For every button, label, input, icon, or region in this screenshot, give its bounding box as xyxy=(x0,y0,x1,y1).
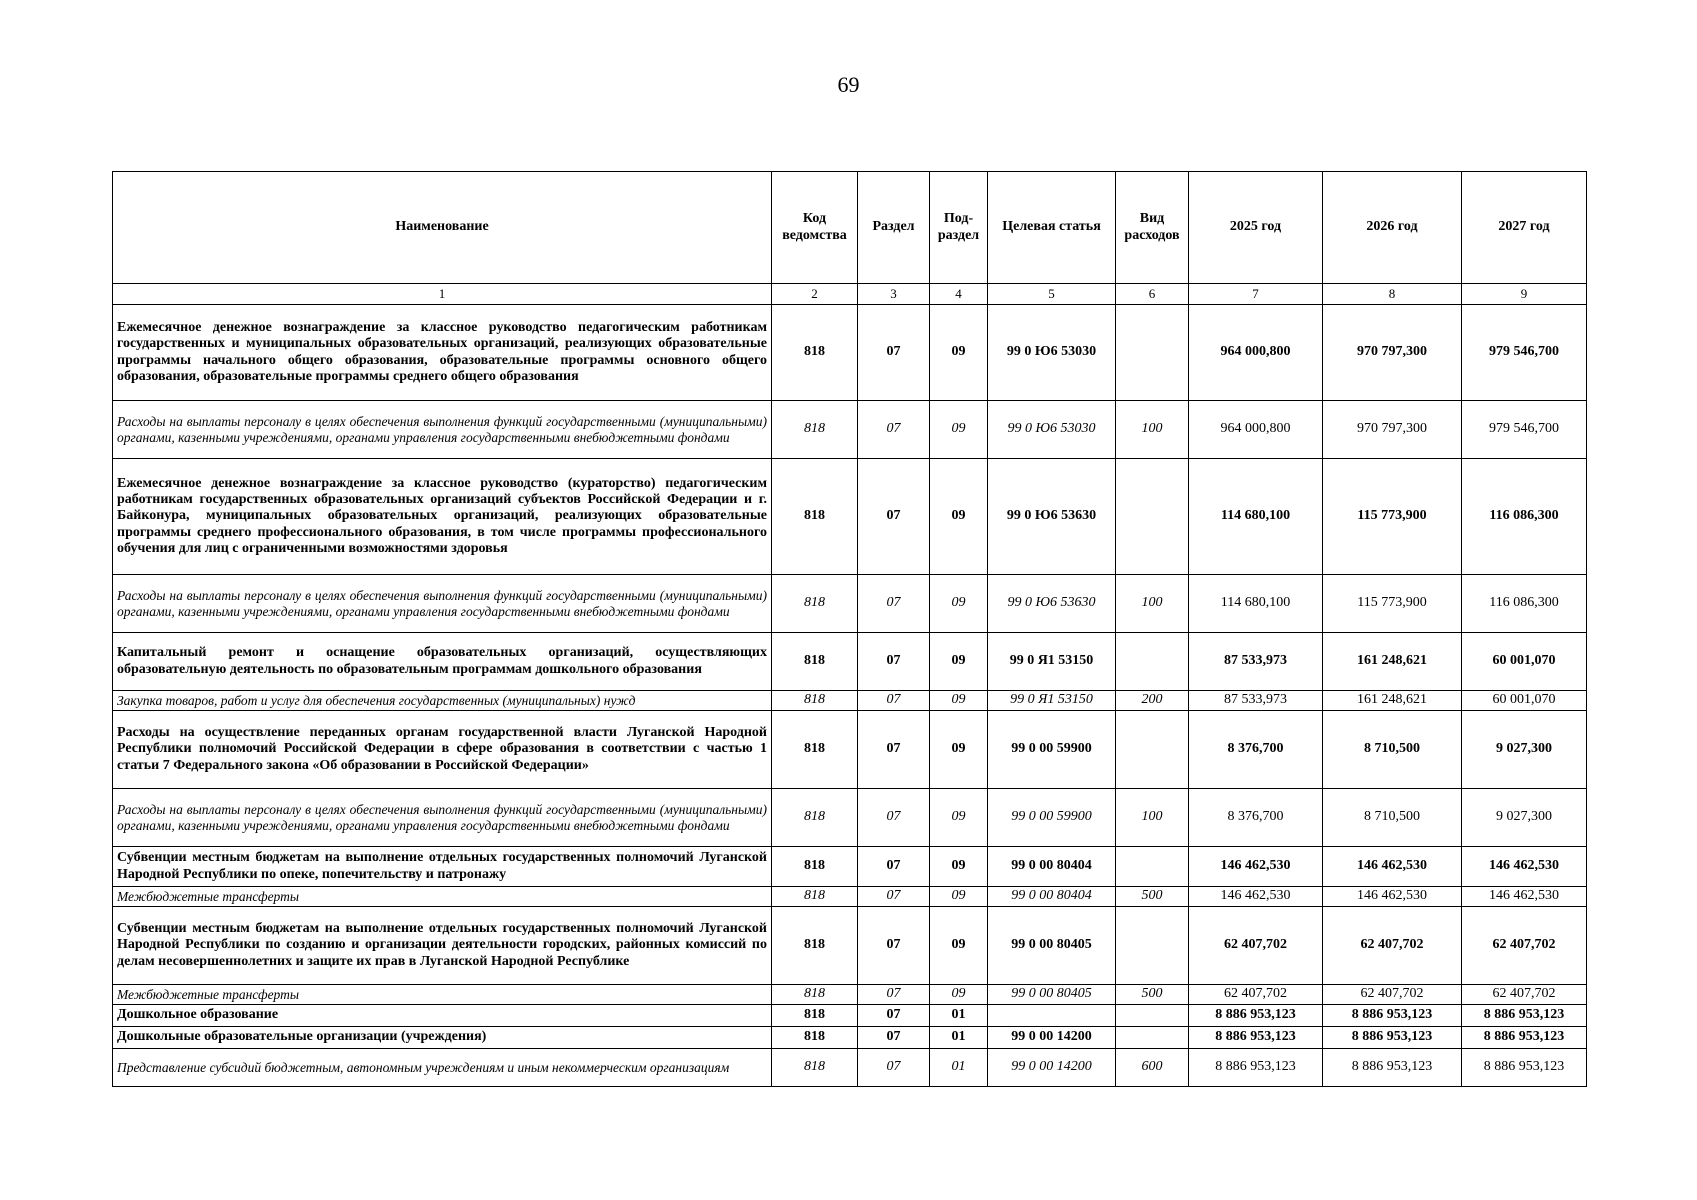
row-2027: 979 546,700 xyxy=(1462,401,1587,459)
table-row xyxy=(113,711,1587,789)
table-row xyxy=(113,1027,1587,1049)
table-row xyxy=(113,401,1587,459)
table-body xyxy=(113,305,1587,1087)
row-name: Расходы на осуществление переданных органам государственной власти Луганской Народной Республики полномочий Российской Федерации в сфере образования в соответствии с частью 1 статьи 7 Федерального закона «Об образовании в Российской Федерации» xyxy=(113,711,772,789)
row-2025: 87 533,973 xyxy=(1189,691,1323,711)
row-2025: 964 000,800 xyxy=(1189,305,1323,401)
row-2025: 62 407,702 xyxy=(1189,985,1323,1005)
row-vid: 500 xyxy=(1116,887,1189,907)
row-ved: 818 xyxy=(772,1049,858,1087)
row-razdel: 07 xyxy=(858,711,930,789)
row-stat: 99 0 00 59900 xyxy=(988,789,1116,847)
row-podrazdel: 09 xyxy=(930,305,988,401)
row-podrazdel: 09 xyxy=(930,847,988,887)
row-2025: 87 533,973 xyxy=(1189,633,1323,691)
row-2027: 8 886 953,123 xyxy=(1462,1027,1587,1049)
row-name: Капитальный ремонт и оснащение образовательных организаций, осуществляющих образовательную деятельность по образовательным программам дошкольного образования xyxy=(113,633,772,691)
column-number: 1 xyxy=(113,284,772,305)
row-ved: 818 xyxy=(772,459,858,575)
header-razdel: Раздел xyxy=(858,172,930,284)
table-row xyxy=(113,633,1587,691)
row-stat: 99 0 Ю6 53030 xyxy=(988,305,1116,401)
row-razdel: 07 xyxy=(858,887,930,907)
row-podrazdel: 09 xyxy=(930,907,988,985)
row-razdel: 07 xyxy=(858,985,930,1005)
header-2027: 2027 год xyxy=(1462,172,1587,284)
row-2027: 116 086,300 xyxy=(1462,575,1587,633)
row-2026: 970 797,300 xyxy=(1323,401,1462,459)
row-stat: 99 0 Я1 53150 xyxy=(988,691,1116,711)
row-vid: 500 xyxy=(1116,985,1189,1005)
row-razdel: 07 xyxy=(858,1027,930,1049)
row-name: Межбюджетные трансферты xyxy=(113,887,772,907)
row-2025: 8 886 953,123 xyxy=(1189,1027,1323,1049)
row-2026: 115 773,900 xyxy=(1323,459,1462,575)
row-vid: 100 xyxy=(1116,789,1189,847)
header-2025: 2025 год xyxy=(1189,172,1323,284)
header-vid: Вид расходов xyxy=(1116,172,1189,284)
row-ved: 818 xyxy=(772,1027,858,1049)
row-vid: 600 xyxy=(1116,1049,1189,1087)
column-number: 5 xyxy=(988,284,1116,305)
row-2025: 114 680,100 xyxy=(1189,575,1323,633)
row-ved: 818 xyxy=(772,789,858,847)
row-2026: 970 797,300 xyxy=(1323,305,1462,401)
row-podrazdel: 09 xyxy=(930,789,988,847)
row-stat xyxy=(988,1005,1116,1027)
table-row xyxy=(113,1005,1587,1027)
row-razdel: 07 xyxy=(858,907,930,985)
row-stat: 99 0 00 14200 xyxy=(988,1049,1116,1087)
row-name: Закупка товаров, работ и услуг для обеспечения государственных (муниципальных) нужд xyxy=(113,691,772,711)
header-row xyxy=(113,172,1587,284)
row-2026: 8 710,500 xyxy=(1323,711,1462,789)
row-2026: 62 407,702 xyxy=(1323,907,1462,985)
row-2026: 8 886 953,123 xyxy=(1323,1027,1462,1049)
row-2025: 8 376,700 xyxy=(1189,711,1323,789)
row-podrazdel: 09 xyxy=(930,575,988,633)
row-stat: 99 0 Ю6 53630 xyxy=(988,459,1116,575)
column-number: 9 xyxy=(1462,284,1587,305)
row-name: Расходы на выплаты персоналу в целях обеспечения выполнения функций государственными (муниципальными) органами, казенными учреждениями, органами управления государственными внебюджетными фондами xyxy=(113,575,772,633)
row-ved: 818 xyxy=(772,633,858,691)
row-name: Ежемесячное денежное вознаграждение за классное руководство (кураторство) педагогическим работникам государственных образовательных организаций субъектов Российской Федерации и г. Байконура, муниципальных образовательных организаций, реализующих образовательные программы среднего профессионального образования, в том числе программы профессионального обучения для лиц с ограниченными возможностями здоровья xyxy=(113,459,772,575)
row-razdel: 07 xyxy=(858,575,930,633)
row-2027: 9 027,300 xyxy=(1462,789,1587,847)
row-name: Представление субсидий бюджетным, автономным учреждениям и иным некоммерческим организациям xyxy=(113,1049,772,1087)
row-vid xyxy=(1116,907,1189,985)
row-2027: 60 001,070 xyxy=(1462,691,1587,711)
table-row xyxy=(113,907,1587,985)
column-number: 2 xyxy=(772,284,858,305)
row-razdel: 07 xyxy=(858,633,930,691)
row-stat: 99 0 Ю6 53630 xyxy=(988,575,1116,633)
row-2027: 9 027,300 xyxy=(1462,711,1587,789)
row-2025: 62 407,702 xyxy=(1189,907,1323,985)
row-podrazdel: 09 xyxy=(930,401,988,459)
row-vid xyxy=(1116,847,1189,887)
row-stat: 99 0 00 59900 xyxy=(988,711,1116,789)
row-name: Субвенции местным бюджетам на выполнение отдельных государственных полномочий Луганской Народной Республики по опеке, попечительству и патронажу xyxy=(113,847,772,887)
row-ved: 818 xyxy=(772,1005,858,1027)
row-2027: 62 407,702 xyxy=(1462,907,1587,985)
row-ved: 818 xyxy=(772,907,858,985)
row-2026: 161 248,621 xyxy=(1323,633,1462,691)
row-ved: 818 xyxy=(772,305,858,401)
row-stat: 99 0 00 80405 xyxy=(988,907,1116,985)
row-stat: 99 0 00 80404 xyxy=(988,847,1116,887)
row-vid: 100 xyxy=(1116,575,1189,633)
row-ved: 818 xyxy=(772,691,858,711)
row-podrazdel: 09 xyxy=(930,459,988,575)
row-stat: 99 0 00 80404 xyxy=(988,887,1116,907)
table-row xyxy=(113,691,1587,711)
row-stat: 99 0 00 14200 xyxy=(988,1027,1116,1049)
column-number-row xyxy=(113,284,1587,305)
row-podrazdel: 01 xyxy=(930,1027,988,1049)
row-razdel: 07 xyxy=(858,305,930,401)
row-name: Расходы на выплаты персоналу в целях обеспечения выполнения функций государственными (муниципальными) органами, казенными учреждениями, органами управления государственными внебюджетными фондами xyxy=(113,789,772,847)
table-row xyxy=(113,847,1587,887)
row-name: Дошкольные образовательные организации (учреждения) xyxy=(113,1027,772,1049)
column-number: 4 xyxy=(930,284,988,305)
row-vid xyxy=(1116,711,1189,789)
table-row xyxy=(113,789,1587,847)
row-vid xyxy=(1116,305,1189,401)
row-vid xyxy=(1116,633,1189,691)
row-2027: 8 886 953,123 xyxy=(1462,1005,1587,1027)
row-2027: 146 462,530 xyxy=(1462,847,1587,887)
row-2025: 8 886 953,123 xyxy=(1189,1005,1323,1027)
row-name: Дошкольное образование xyxy=(113,1005,772,1027)
row-razdel: 07 xyxy=(858,1005,930,1027)
row-2027: 8 886 953,123 xyxy=(1462,1049,1587,1087)
row-razdel: 07 xyxy=(858,459,930,575)
row-ved: 818 xyxy=(772,887,858,907)
table-row xyxy=(113,985,1587,1005)
row-2027: 60 001,070 xyxy=(1462,633,1587,691)
row-name: Субвенции местным бюджетам на выполнение отдельных государственных полномочий Луганской Народной Республики по созданию и организации деятельности городских, районных комиссий по делам несовершеннолетних и защите их прав в Луганской Народной Республике xyxy=(113,907,772,985)
row-vid xyxy=(1116,1027,1189,1049)
row-razdel: 07 xyxy=(858,1049,930,1087)
table-row xyxy=(113,575,1587,633)
row-ved: 818 xyxy=(772,711,858,789)
row-2026: 8 886 953,123 xyxy=(1323,1049,1462,1087)
column-number: 8 xyxy=(1323,284,1462,305)
row-name: Расходы на выплаты персоналу в целях обеспечения выполнения функций государственными (муниципальными) органами, казенными учреждениями, органами управления государственными внебюджетными фондами xyxy=(113,401,772,459)
header-2026: 2026 год xyxy=(1323,172,1462,284)
row-ved: 818 xyxy=(772,575,858,633)
row-2026: 8 886 953,123 xyxy=(1323,1005,1462,1027)
row-podrazdel: 01 xyxy=(930,1005,988,1027)
row-name: Ежемесячное денежное вознаграждение за классное руководство педагогическим работникам государственных и муниципальных образовательных организаций, реализующих образовательные программы начального общего образования, образовательные программы основного общего образования, образовательные программы среднего общего образования xyxy=(113,305,772,401)
row-vid xyxy=(1116,459,1189,575)
header-ved: Код ведомства xyxy=(772,172,858,284)
table-row xyxy=(113,459,1587,575)
row-podrazdel: 09 xyxy=(930,691,988,711)
column-number: 7 xyxy=(1189,284,1323,305)
row-stat: 99 0 00 80405 xyxy=(988,985,1116,1005)
row-2026: 62 407,702 xyxy=(1323,985,1462,1005)
row-podrazdel: 09 xyxy=(930,985,988,1005)
row-vid: 100 xyxy=(1116,401,1189,459)
row-2026: 146 462,530 xyxy=(1323,887,1462,907)
row-razdel: 07 xyxy=(858,847,930,887)
row-2026: 146 462,530 xyxy=(1323,847,1462,887)
row-name: Межбюджетные трансферты xyxy=(113,985,772,1005)
row-podrazdel: 09 xyxy=(930,711,988,789)
row-razdel: 07 xyxy=(858,401,930,459)
header-stat: Целевая статья xyxy=(988,172,1116,284)
row-2025: 8 886 953,123 xyxy=(1189,1049,1323,1087)
row-2025: 146 462,530 xyxy=(1189,847,1323,887)
row-2027: 146 462,530 xyxy=(1462,887,1587,907)
table-row xyxy=(113,1049,1587,1087)
row-stat: 99 0 Ю6 53030 xyxy=(988,401,1116,459)
row-razdel: 07 xyxy=(858,691,930,711)
row-2025: 146 462,530 xyxy=(1189,887,1323,907)
row-vid: 200 xyxy=(1116,691,1189,711)
row-ved: 818 xyxy=(772,985,858,1005)
page-number: 69 xyxy=(837,72,860,97)
table-row xyxy=(113,305,1587,401)
column-number: 3 xyxy=(858,284,930,305)
row-ved: 818 xyxy=(772,847,858,887)
row-podrazdel: 01 xyxy=(930,1049,988,1087)
row-2026: 115 773,900 xyxy=(1323,575,1462,633)
row-2027: 116 086,300 xyxy=(1462,459,1587,575)
row-stat: 99 0 Я1 53150 xyxy=(988,633,1116,691)
row-razdel: 07 xyxy=(858,789,930,847)
budget-table xyxy=(112,171,1587,1087)
header-name: Наименование xyxy=(113,172,772,284)
table-row xyxy=(113,887,1587,907)
row-2026: 8 710,500 xyxy=(1323,789,1462,847)
row-2027: 979 546,700 xyxy=(1462,305,1587,401)
row-podrazdel: 09 xyxy=(930,887,988,907)
header-podrazdel: Под-раздел xyxy=(930,172,988,284)
row-ved: 818 xyxy=(772,401,858,459)
row-2025: 114 680,100 xyxy=(1189,459,1323,575)
row-2027: 62 407,702 xyxy=(1462,985,1587,1005)
row-vid xyxy=(1116,1005,1189,1027)
row-podrazdel: 09 xyxy=(930,633,988,691)
column-number: 6 xyxy=(1116,284,1189,305)
row-2025: 964 000,800 xyxy=(1189,401,1323,459)
row-2025: 8 376,700 xyxy=(1189,789,1323,847)
row-2026: 161 248,621 xyxy=(1323,691,1462,711)
